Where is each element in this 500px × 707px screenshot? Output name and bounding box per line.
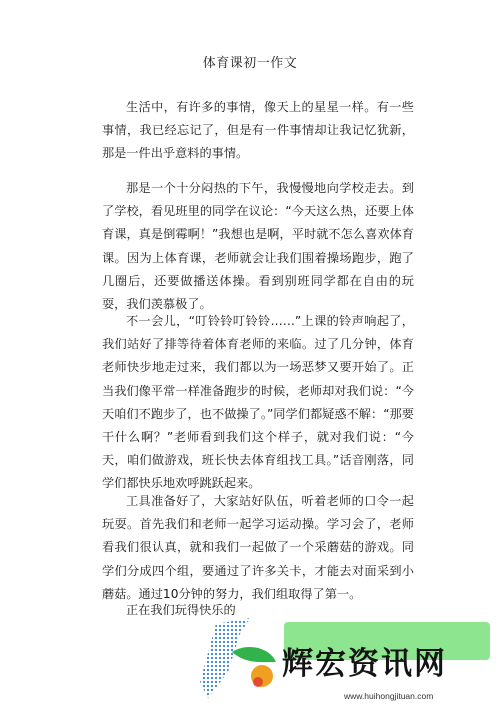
watermark-url: www.huihongjituan.com bbox=[344, 691, 434, 701]
site-watermark bbox=[186, 612, 500, 707]
paragraph-1: 生活中，有许多的事情，像天上的星星一样。有一些事情，我已经忘记了，但是有一件事情却让我记忆犹新，那是一件出乎意料的事情。 bbox=[102, 100, 414, 161]
document-title: 体育课初一作文 bbox=[202, 56, 298, 71]
paragraph-3: 不一会儿，“叮铃铃叮铃铃……”上课的铃声响起了，我们站好了排等待着体育老师的来临。过了几分钟，体育老师快步地走过来，我们都以为一场恶梦又要开始了。正当我们像平常一样准备跑步的时候，老师却对我们说：“今天咱们不跑步了，也不做操了。”同学们都疑惑不解：“那要干什么啊？”老师看到我们这个样子，就对我们说：“今天，咱们做游戏，班长快去体育组找工具。”话音刚落，同学们都快乐地欢呼跳跃起来。 bbox=[102, 314, 414, 491]
paragraph-5: 正在我们玩得快乐的 bbox=[126, 603, 236, 617]
paragraph-4: 工具准备好了，大家站好队伍，听着老师的口令一起玩耍。首先我们和老师一起学习运动操。学习会了，老师看我们很认真，就和我们一起做了一个采蘑菇的游戏。同学们分成四个组，要通过了许多关卡，才能去对面采到小蘑菇。通过10分钟的努力，我们组取得了第一。 bbox=[102, 494, 414, 601]
watermark-logo-icon bbox=[186, 612, 296, 707]
logo-red-dot bbox=[253, 677, 263, 687]
watermark-text: 辉宏资讯网 bbox=[282, 646, 447, 682]
paragraph-2: 那是一个十分闷热的下午，我慢慢地向学校走去。到了学校，看见班里的同学在议论：“今天这么热，还要上体育课，真是倒霉啊！”我想也是啊，平时就不怎么喜欢体育课。因为上体育课，老师就会让我们围着操场跑步，跑了几圈后，还要做播送体操。看到别班同学都在自由的玩耍，我们羡慕极了。 bbox=[102, 181, 414, 312]
logo-leaf bbox=[232, 647, 276, 662]
